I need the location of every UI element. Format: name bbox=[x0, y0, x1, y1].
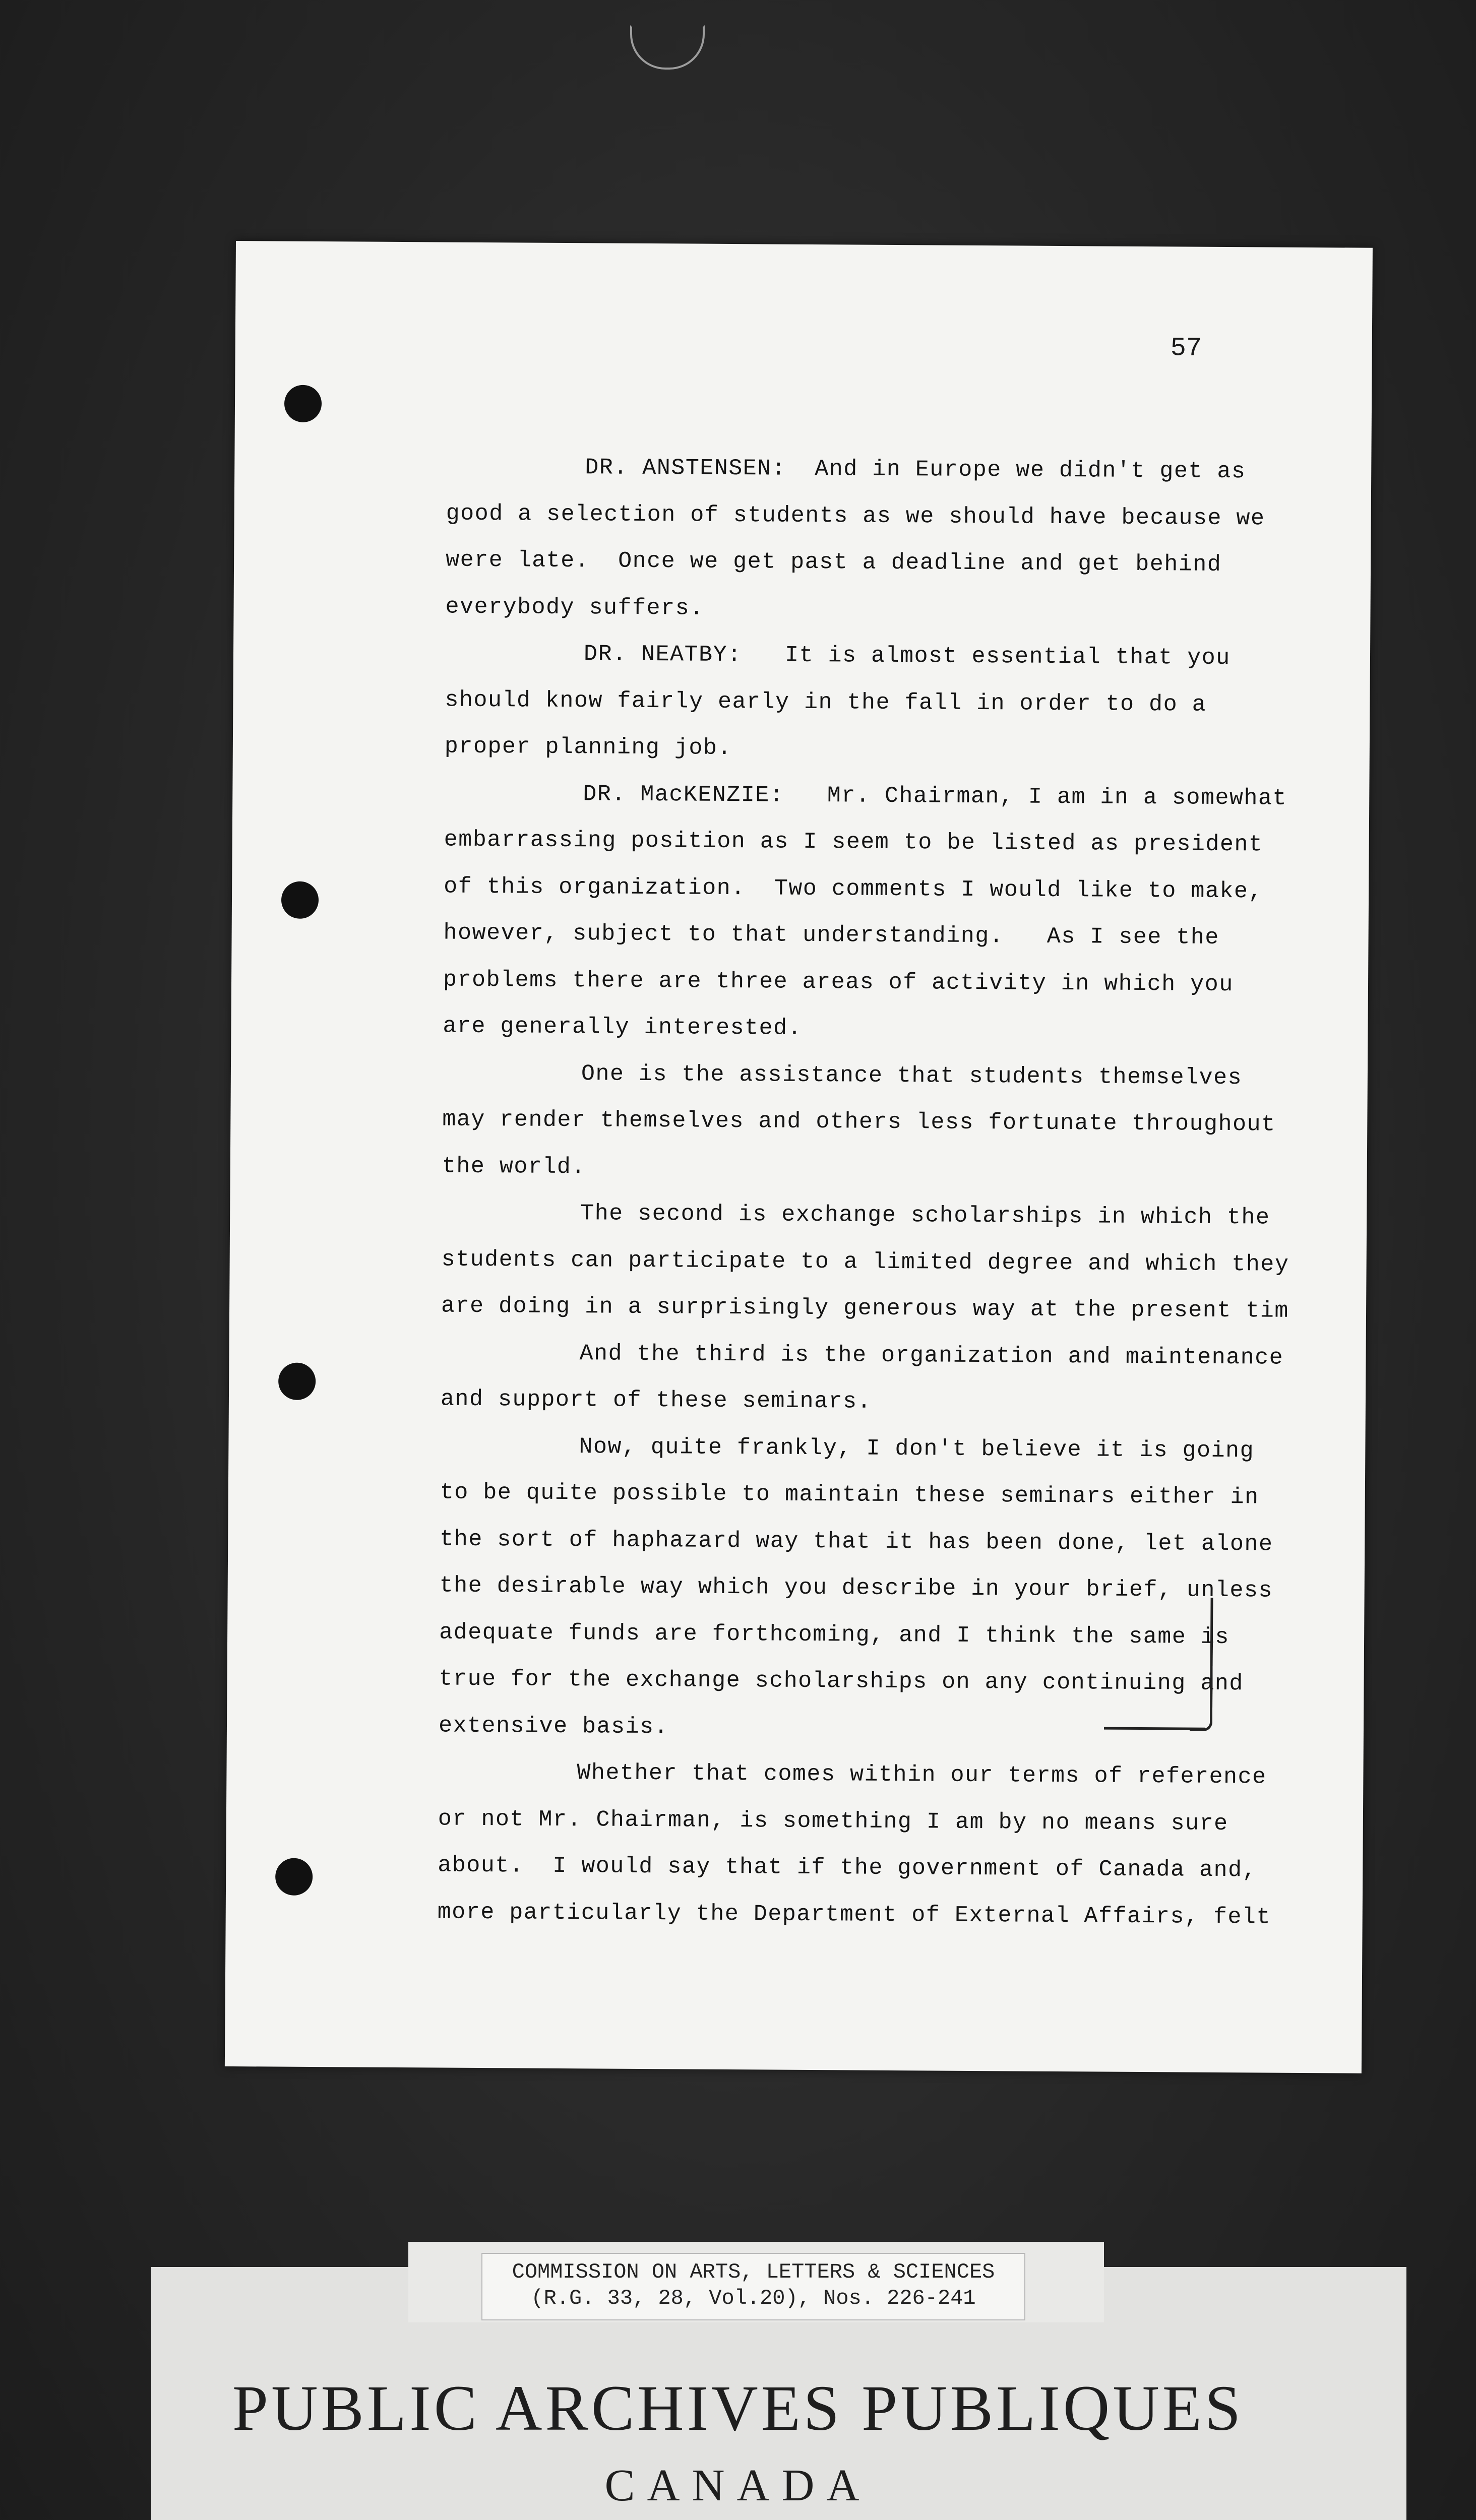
text-line: The second is exchange scholarships in which the bbox=[580, 1201, 1270, 1231]
text-line: everybody suffers. bbox=[445, 594, 704, 621]
text-line: embarrassing position as I seem to be listed as president bbox=[444, 827, 1263, 858]
text-line: DR. MacKENZIE: Mr. Chairman, I am in a somewhat bbox=[583, 781, 1287, 811]
margin-bracket-mark bbox=[1190, 1598, 1213, 1731]
text-line: about. I would say that if the government of Canada and, bbox=[438, 1852, 1257, 1883]
text-line: of this organization. Two comments I would like to make, bbox=[444, 873, 1263, 904]
text-line: DR. NEATBY: It is almost essential that you bbox=[583, 641, 1231, 671]
text-line: good a selection of students as we should have because we bbox=[446, 500, 1265, 531]
text-line: students can participate to a limited degree and which they bbox=[441, 1246, 1289, 1278]
text-line: DR. ANSTENSEN: And in Europe we didn't get as bbox=[585, 455, 1246, 485]
text-line: Whether that comes within our terms of reference bbox=[577, 1760, 1267, 1790]
text-line: should know fairly early in the fall in order to do a bbox=[445, 687, 1207, 718]
archive-country: CANADA bbox=[604, 2461, 872, 2510]
punch-hole bbox=[284, 385, 322, 422]
text-line: the desirable way which you describe in your brief, unless bbox=[439, 1572, 1273, 1604]
text-line: the sort of haphazard way that it has been done, let alone bbox=[440, 1526, 1273, 1557]
typed-page bbox=[225, 241, 1373, 2073]
text-line: the world. bbox=[442, 1153, 586, 1180]
text-line: true for the exchange scholarships on any continuing and bbox=[439, 1666, 1244, 1697]
text-line: are generally interested. bbox=[443, 1013, 803, 1041]
text-line: Now, quite frankly, I don't believe it is going bbox=[579, 1433, 1255, 1464]
text-line: are doing in a surprisingly generous way at the present tim bbox=[441, 1293, 1289, 1324]
text-line: to be quite possible to maintain these seminars either in bbox=[440, 1479, 1259, 1510]
transcript-text bbox=[437, 444, 1354, 1941]
collection-label bbox=[481, 2253, 1025, 2320]
text-line: problems there are three areas of activity in which you bbox=[443, 967, 1234, 997]
text-line: may render themselves and others less fortunate throughout bbox=[442, 1106, 1276, 1138]
collection-label-line2: (R.G. 33, 28, Vol.20), Nos. 226-241 bbox=[531, 2286, 976, 2310]
collection-label-line1: COMMISSION ON ARTS, LETTERS & SCIENCES bbox=[512, 2260, 995, 2284]
text-line: or not Mr. Chairman, is something I am by no means sure bbox=[438, 1806, 1228, 1837]
text-line: proper planning job. bbox=[444, 733, 732, 762]
punch-hole bbox=[275, 1858, 313, 1896]
text-line: were late. Once we get past a deadline and get behind bbox=[445, 547, 1222, 578]
text-line: One is the assistance that students themselves bbox=[581, 1060, 1243, 1091]
text-line: And the third is the organization and maintenance bbox=[579, 1340, 1284, 1371]
punch-hole bbox=[278, 1363, 316, 1400]
text-line: more particularly the Department of External Affairs, felt bbox=[437, 1899, 1271, 1930]
punch-hole bbox=[281, 881, 319, 919]
page-number: 57 bbox=[1170, 333, 1202, 363]
text-line: adequate funds are forthcoming, and I think the same is bbox=[439, 1619, 1230, 1650]
text-line: and support of these seminars. bbox=[440, 1386, 872, 1415]
text-line: however, subject to that understanding. As I see the bbox=[443, 920, 1219, 951]
text-line: extensive basis. bbox=[438, 1713, 669, 1740]
archive-title: PUBLIC ARCHIVES PUBLIQUES bbox=[232, 2372, 1244, 2444]
